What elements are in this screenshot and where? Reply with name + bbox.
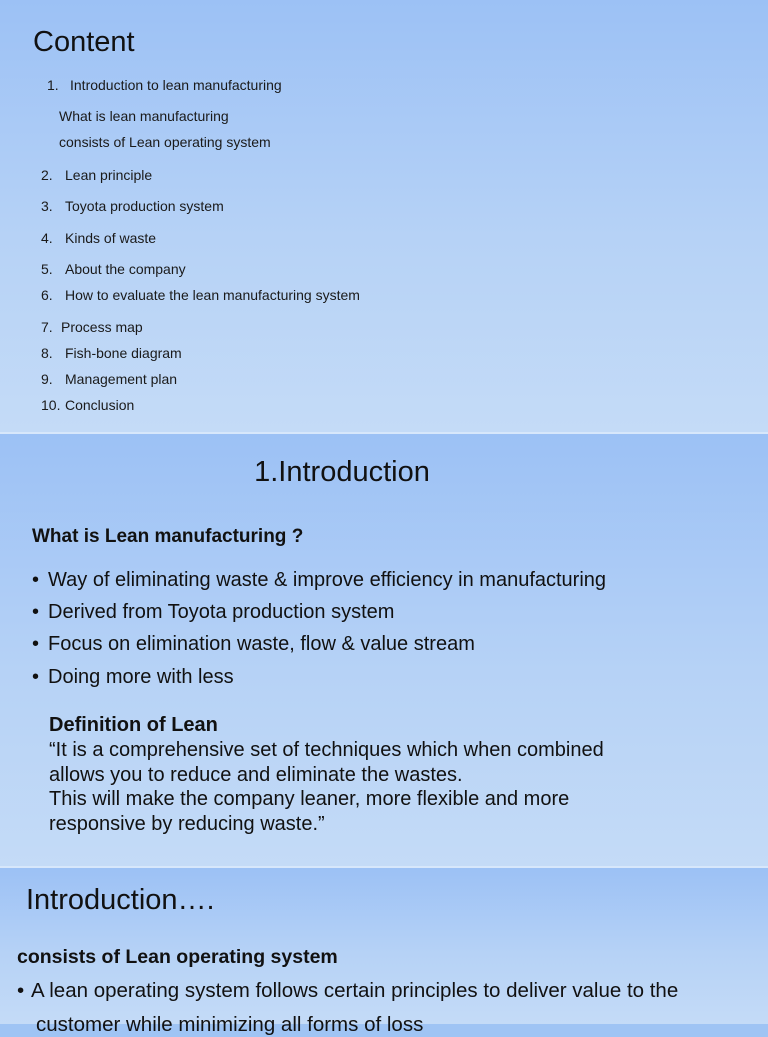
toc-label: consists of Lean operating system <box>59 134 271 150</box>
slide-introduction-continued <box>0 868 768 1036</box>
toc-item <box>41 198 224 214</box>
bullet-icon: • <box>32 569 40 591</box>
toc-number: 2. <box>41 167 53 183</box>
bullet-text: Doing more with less <box>48 666 234 688</box>
bullet-item <box>32 569 606 592</box>
section-heading: consists of Lean operating system <box>17 946 338 968</box>
slide-contents <box>0 0 768 432</box>
toc-label: Kinds of waste <box>65 230 157 246</box>
definition-line: “It is a comprehensive set of techniques which when combined <box>49 739 604 761</box>
bullet-item <box>32 601 394 624</box>
bullet-continuation: customer while minimizing all forms of loss <box>36 1013 424 1036</box>
definition-line: This will make the company leaner, more flexible and more <box>49 788 570 810</box>
toc-number: 1. <box>47 77 59 93</box>
toc-label: Fish-bone diagram <box>65 345 182 361</box>
toc-subitem <box>59 134 271 150</box>
toc-number: 4. <box>41 230 53 246</box>
toc-item <box>41 319 143 335</box>
bullet-text: Derived from Toyota production system <box>48 601 395 623</box>
bullet-text: Way of eliminating waste & improve efficiency in manufacturing <box>48 569 607 591</box>
bullet-text: Focus on elimination waste, flow & value stream <box>48 633 475 655</box>
toc-item <box>41 371 177 387</box>
toc-label: Introduction to lean manufacturing <box>70 77 282 93</box>
toc-label: Management plan <box>65 371 178 387</box>
slide-title: Introduction…. <box>26 884 215 916</box>
bullet-text: A lean operating system follows certain principles to deliver value to the <box>31 979 679 1002</box>
toc-number: 9. <box>41 371 53 387</box>
toc-item <box>41 345 182 361</box>
toc-number: 10. <box>41 397 61 413</box>
toc-number: 8. <box>41 345 53 361</box>
definition-line: responsive by reducing waste.” <box>49 812 325 835</box>
toc-item <box>41 167 152 183</box>
toc-label: Conclusion <box>65 397 135 413</box>
toc-item <box>47 77 282 93</box>
bullet-icon: • <box>32 601 40 623</box>
toc-number: 5. <box>41 261 53 277</box>
bullet-icon: • <box>17 979 25 1002</box>
toc-item <box>41 261 186 277</box>
toc-item <box>41 397 134 413</box>
definition-heading: Definition of Lean <box>49 714 218 736</box>
bullet-item <box>32 633 475 656</box>
toc-label: About the company <box>65 261 186 277</box>
slide-introduction <box>0 434 768 866</box>
toc-label: What is lean manufacturing <box>59 108 229 124</box>
toc-number: 7. <box>41 319 53 335</box>
bullet-item <box>17 979 678 1003</box>
slide-title: 1.Introduction <box>254 456 430 488</box>
toc-label: Toyota production system <box>65 198 224 214</box>
toc-number: 3. <box>41 198 53 214</box>
bullet-item <box>32 666 234 689</box>
slide-title: Content <box>33 26 135 58</box>
bullet-icon: • <box>32 666 40 688</box>
definition-quote <box>49 738 749 836</box>
toc-label: Process map <box>61 319 143 335</box>
bullet-icon: • <box>32 633 40 655</box>
toc-number: 6. <box>41 287 53 303</box>
toc-label: How to evaluate the lean manufacturing system <box>65 287 360 303</box>
toc-label: Lean principle <box>65 167 153 183</box>
section-heading: What is Lean manufacturing ? <box>32 526 304 547</box>
toc-item <box>41 287 360 303</box>
toc-subitem <box>59 108 229 124</box>
definition-line: allows you to reduce and eliminate the wastes. <box>49 763 463 786</box>
toc-item <box>41 230 156 246</box>
